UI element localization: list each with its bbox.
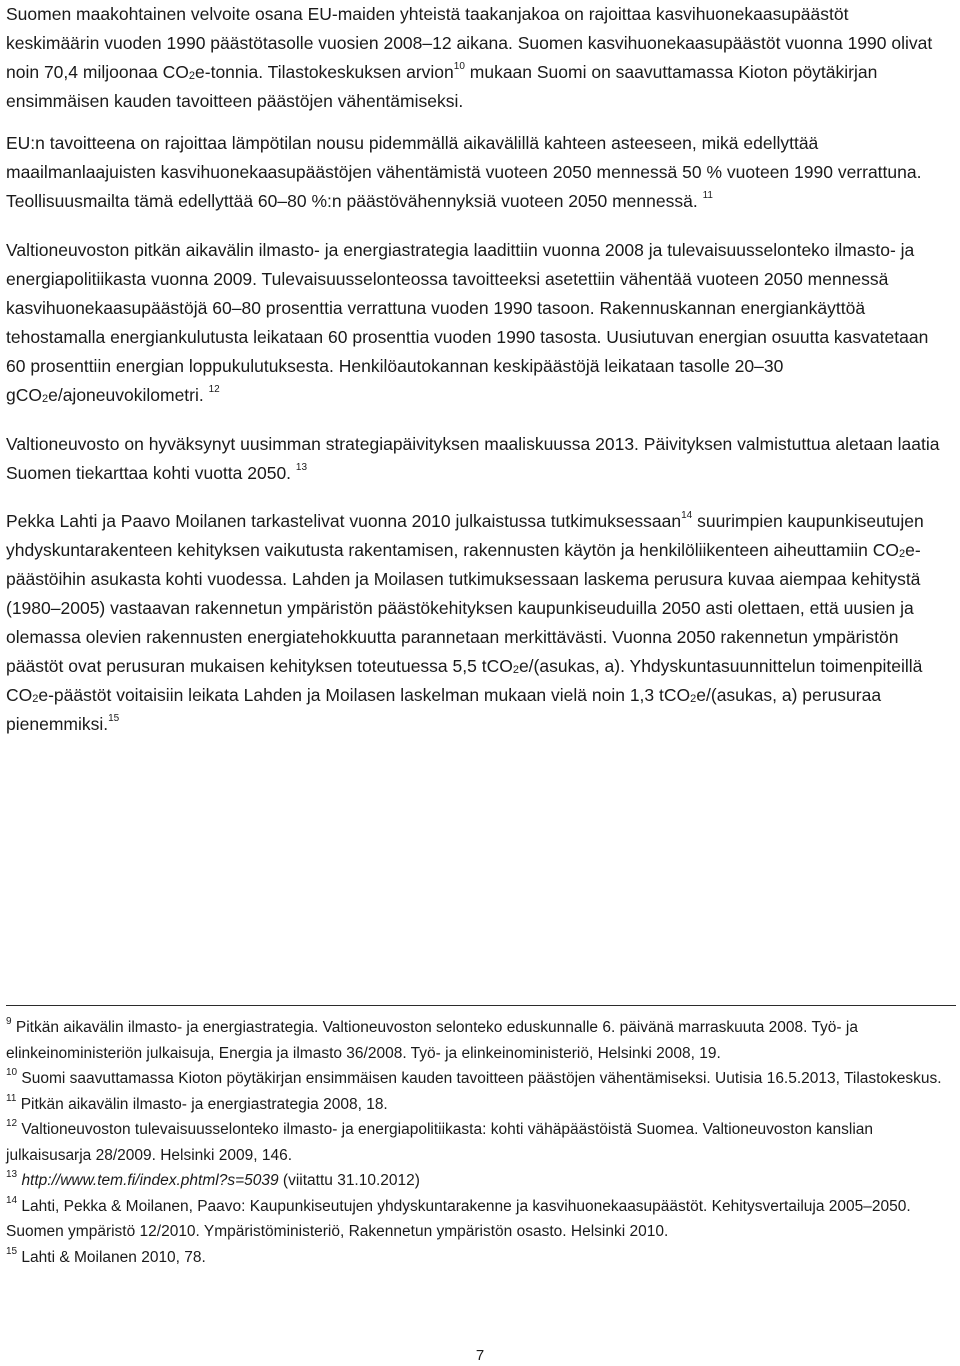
paragraph-lahti-moilanen-study	[6, 507, 946, 739]
footnote-number: 14	[6, 1194, 18, 1206]
footnote-text: Lahti & Moilanen 2010, 78.	[17, 1248, 206, 1266]
footnote-12	[6, 1117, 951, 1168]
footnote-number: 11	[6, 1092, 17, 1104]
text: e-tonnia. Tilastokeskuksen arvion	[195, 62, 454, 82]
footnote-15	[6, 1245, 951, 1271]
footnote-text: Lahti, Pekka & Moilanen, Paavo: Kaupunkiseutujen yhdyskuntarakenne ja kasvihuonekaasupäästöt. Kehitysvertailuja 2005–2050. Suomen ympäristö 12/2010. Ympäristöministeriö, Rakennetun ympäristön osasto. Helsinki 2010.	[6, 1197, 911, 1240]
footnote-10	[6, 1066, 951, 1092]
paragraph-government-strategy	[6, 236, 946, 410]
subscript: 2	[32, 693, 39, 705]
footnote-ref-12[interactable]: 12	[208, 384, 220, 395]
footnote-9	[6, 1015, 951, 1066]
text: Valtioneuvoston pitkän aikavälin ilmasto- ja energiastrategia laadittiin vuonna 2008 ja tulevaisuusselonteko ilmasto- ja energiapolitiikasta vuonna 2009. Tulevaisuusselonteossa tavoitteeksi asetettiin vähentää vuoteen 2050 mennessä kasvihuonekaasupäästöjä 60–80 prosenttia verrattuna vuoden 1990 tasoon. Rakennuskannan energiankäyttöä tehostamalla energiankulutusta leikataan 60 prosenttia vuoden 1990 tasosta. Uusiutuvan energian osuutta kasvatetaan 60 prosenttiin energian loppukulutuksesta. Henkilöautokannan keskipäästöjä leikataan tasolle 20–30 gCO	[6, 240, 929, 405]
footnote-text: Pitkän aikavälin ilmasto- ja energiastrategia. Valtioneuvoston selonteko eduskunnalle 6. päivänä marraskuuta 2008. Työ- ja elinkeinoministeriön julkaisuja, Energia ja ilmasto 36/2008. Työ- ja elinkeinoministeriö, Helsinki 2008, 19.	[6, 1019, 858, 1062]
footnotes-section	[6, 1015, 951, 1270]
subscript: 2	[899, 548, 906, 560]
footnote-13	[6, 1168, 951, 1194]
text: e/ajoneuvokilometri.	[48, 385, 204, 405]
text: suurimpien kaupunkiseutujen yhdyskuntarakenteen kehityksen vaikutusta rakentamisen, rakennusten käytön ja henkilöliikenteen aiheuttamiin CO	[6, 511, 924, 560]
footnote-ref-14[interactable]: 14	[681, 510, 693, 521]
subscript: 2	[690, 693, 697, 705]
footnote-number: 15	[6, 1245, 18, 1257]
text: Suomen maakohtainen velvoite osana EU-maiden yhteistä taakanjakoa on rajoittaa kasvihuonekaasupäästöt keskimäärin vuoden 1990 päästötasolle vuosien 2008–12 aikana. Suomen kasvihuonekaasupäästöt vuonna 1990 olivat noin 70,4 miljoonaa CO	[6, 4, 933, 82]
footnote-number: 9	[6, 1016, 12, 1027]
page-number: 7	[475, 1347, 485, 1364]
footnote-ref-10[interactable]: 10	[453, 61, 465, 72]
footnote-11	[6, 1092, 951, 1118]
footnote-text: Valtioneuvoston tulevaisuusselonteko ilmasto- ja energiapolitiikasta: kohti vähäpäästöistä Suomea. Valtioneuvoston kanslian julkaisusarja 28/2009. Helsinki 2009, 146.	[6, 1121, 874, 1164]
footnote-ref-11[interactable]: 11	[702, 190, 713, 201]
text: e/(asukas, a). Yhdyskuntasuunnittelun toimenpiteillä CO	[6, 656, 923, 705]
paragraph-strategy-update	[6, 430, 946, 488]
footnote-link[interactable]: http://www.tem.fi/index.phtml?s=5039	[21, 1172, 279, 1189]
footnote-number: 12	[6, 1118, 18, 1129]
subscript: 2	[41, 393, 49, 405]
text: mukaan Suomi on saavuttamassa Kioton pöytäkirjan ensimmäisen kauden tavoitteen päästöjen vähentämiseksi.	[6, 62, 878, 111]
text: e-päästöihin asukasta kohti vuodessa. Lahden ja Moilasen tutkimuksessaan laskema perusura kuvaa aiempaa kehitystä (1980–2005) vastaavan rakennetun ympäristön päästökehityksen kaupunkiseuduilla 2050 asti olettaen, että uusien ja olemassa olevien rakennusten energiatehokkuutta parannetaan merkittävästi. Vuonna 2050 rakennetun ympäristön päästöt ovat perusuran mukaisen kehityksen toteutuessa 5,5 tCO	[6, 540, 921, 676]
footnote-ref-13[interactable]: 13	[295, 462, 308, 473]
footnote-text: Pitkän aikavälin ilmasto- ja energiastrategia 2008, 18.	[16, 1095, 388, 1113]
text: e/(asukas, a) perusuraa pienemmiksi.	[6, 685, 882, 734]
footnote-divider	[6, 1005, 956, 1006]
text: e-päästöt voitaisiin leikata Lahden ja Moilasen laskelman mukaan vielä noin 1,3 tCO	[38, 685, 691, 705]
paragraph-eu-target	[6, 129, 946, 216]
subscript: 2	[512, 664, 519, 676]
text: EU:n tavoitteena on rajoittaa lämpötilan nousu pidemmällä aikavälillä kahteen asteeseen, mikä edellyttää maailmanlaajuisten kasvihuonekaasupäästöjen vähentämistä vuoteen 2050 mennessä 50 % vuoteen 1990 verrattuna. Teollisuusmailta tämä edellyttää 60–80 %:n päästövähennyksiä vuoteen 2050 mennessä.	[6, 133, 922, 211]
text: Valtioneuvosto on hyväksynyt uusimman strategiapäivityksen maaliskuussa 2013. Päivityksen valmistuttua aletaan laatia Suomen tiekarttaa kohti vuotta 2050.	[6, 434, 940, 483]
footnote-number: 13	[6, 1169, 18, 1180]
paragraph-emissions-obligation	[6, 0, 946, 116]
footnote-number: 10	[6, 1067, 18, 1078]
footnote-ref-15[interactable]: 15	[108, 713, 120, 724]
text: Pekka Lahti ja Paavo Moilanen tarkastelivat vuonna 2010 julkaistussa tutkimuksessaan	[6, 511, 682, 531]
footnote-text: Suomi saavuttamassa Kioton pöytäkirjan ensimmäisen kauden tavoitteen päästöjen vähentämiseksi. Uutisia 16.5.2013, Tilastokeskus.	[17, 1070, 942, 1087]
footnote-text: (viitattu 31.10.2012)	[278, 1172, 420, 1189]
footnote-14	[6, 1194, 951, 1245]
subscript: 2	[188, 70, 196, 82]
